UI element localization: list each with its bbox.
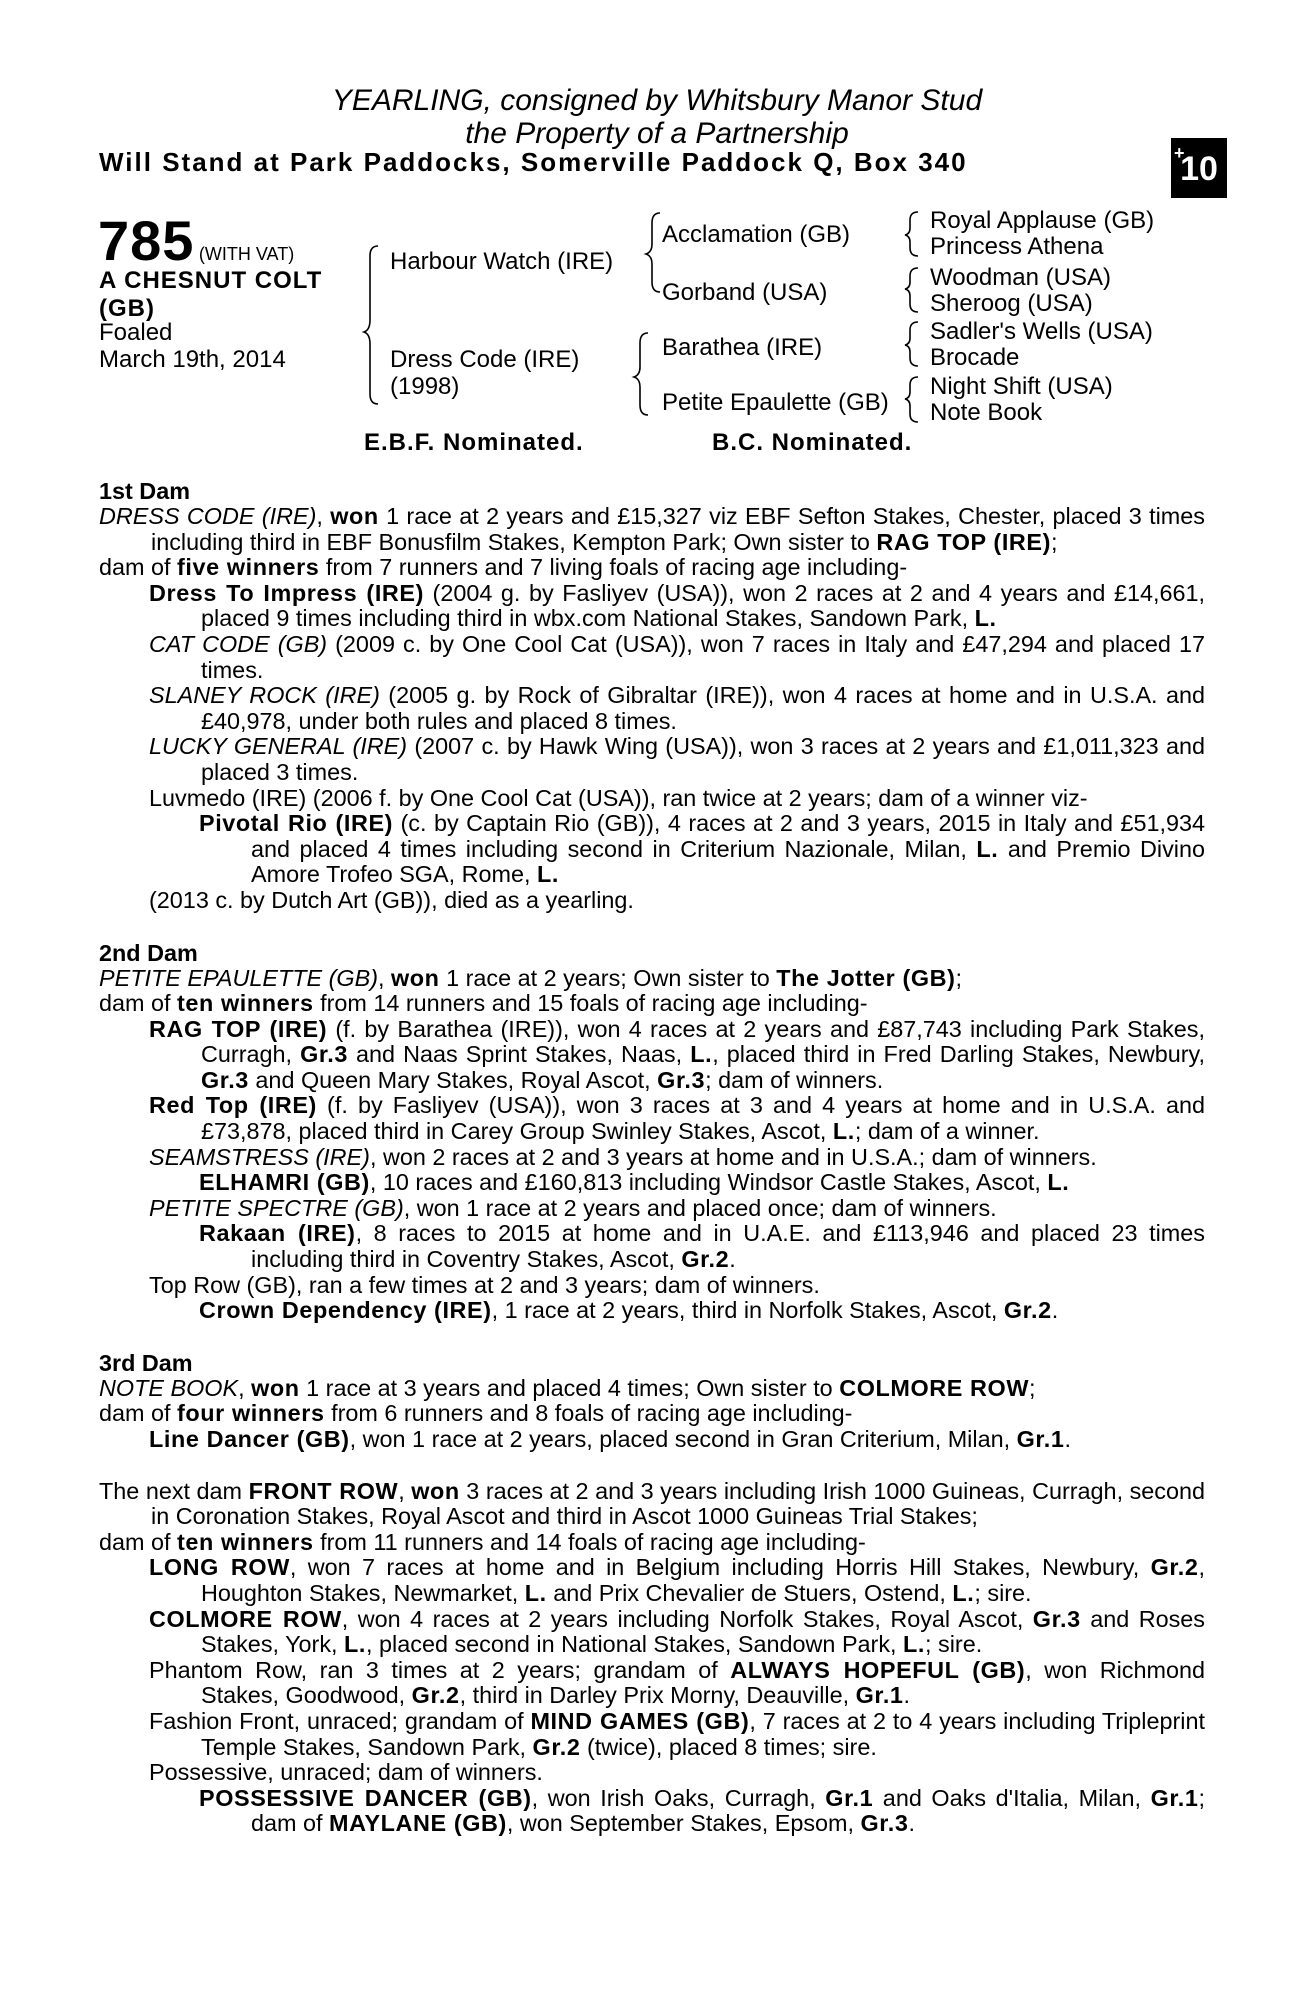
text-bold: won xyxy=(251,1374,300,1401)
text-bold: won xyxy=(391,964,440,991)
text-bold: ten winners xyxy=(177,1528,314,1555)
text-bold: L. xyxy=(976,835,999,862)
text-bold: Gr.3 xyxy=(201,1066,249,1093)
produce-entry xyxy=(99,1709,1205,1760)
lot-name-2: (GB) xyxy=(99,295,155,322)
produce-entry xyxy=(99,734,1205,785)
produce-entry xyxy=(99,683,1205,734)
text: (2013 c. by Dutch Art (GB)), died as a yearling. xyxy=(149,886,634,913)
text: , 10 races and £160,813 including Windsor Castle Stakes, Ascot, xyxy=(369,1169,1048,1196)
text: , won 2 races at 2 and 3 years at home and in U.S.A.; dam of winners. xyxy=(369,1143,1097,1170)
text: , 8 races to 2015 at home and in U.A.E. and £113,946 and placed 23 times including third in Coventry Stakes, Ascot, xyxy=(251,1220,1205,1273)
text: Top Row (GB), ran a few times at 2 and 3 years; dam of winners. xyxy=(149,1271,820,1298)
pedigree-ssd: Princess Athena xyxy=(930,233,1104,260)
horse-name: CAT CODE (GB) xyxy=(149,630,328,657)
text: dam of xyxy=(99,1400,178,1427)
text: ; xyxy=(1051,528,1058,555)
text: and Premio Divino Amore Trofeo SGA, Rome, xyxy=(251,835,1205,888)
text: and Oaks d'Italia, Milan, xyxy=(873,1784,1151,1811)
text-bold: L. xyxy=(344,1631,367,1658)
text: dam of xyxy=(99,1528,178,1555)
produce-sub-entry xyxy=(99,1221,1205,1272)
pedigree-dsd: Brocade xyxy=(930,344,1020,371)
pedigree-dss: Sadler's Wells (USA) xyxy=(930,318,1153,345)
text: , xyxy=(398,1477,412,1504)
dam-name: DRESS CODE (IRE) xyxy=(99,503,317,529)
text: . xyxy=(903,1682,911,1709)
text: from 14 runners and 15 foals of racing age including- xyxy=(313,990,868,1017)
second-dam-title: 2nd Dam xyxy=(99,939,198,966)
text-bold: RAG TOP (IRE) xyxy=(876,528,1052,555)
third-dam-produce-summary xyxy=(99,1401,1205,1427)
text: and Naas Sprint Stakes, Naas, xyxy=(347,1041,691,1068)
text-bold: Gr.3 xyxy=(860,1810,909,1837)
foaled-label: Foaled xyxy=(99,319,173,346)
consignor-line: YEARLING, consigned by Whitsbury Manor Stud xyxy=(331,84,983,117)
text: and Queen Mary Stakes, Royal Ascot, xyxy=(248,1066,658,1093)
first-dam-produce-summary xyxy=(99,555,1205,581)
pedigree-ss: Acclamation (GB) xyxy=(662,221,851,248)
text-bold: Gr.1 xyxy=(1150,1784,1199,1811)
text-bold: L. xyxy=(524,1579,547,1606)
horse-name: Line Dancer (GB) xyxy=(149,1426,350,1452)
bracket-sire xyxy=(646,213,660,292)
pedigree-sds: Woodman (USA) xyxy=(930,264,1111,291)
text: , won September Stakes, Epsom, xyxy=(506,1810,861,1837)
text-bold: Gr.1 xyxy=(825,1784,874,1811)
text: (2009 c. by One Cool Cat (USA)), won 7 races in Italy and £47,294 and placed 17 times. xyxy=(201,630,1205,683)
pedigree-sd: Gorband (USA) xyxy=(662,279,828,306)
text: , won Irish Oaks, Curragh, xyxy=(531,1784,826,1811)
catalogue-body xyxy=(99,478,1205,1837)
second-dam-produce-summary xyxy=(99,991,1205,1017)
text-bold: COLMORE ROW xyxy=(839,1374,1030,1401)
horse-name: ALWAYS HOPEFUL (GB) xyxy=(730,1656,1026,1683)
text: ; xyxy=(1029,1374,1036,1401)
text: 1 race at 3 years and placed 4 times; Own sister to xyxy=(299,1374,840,1401)
text-bold: L. xyxy=(974,605,997,632)
produce-sub-entry xyxy=(99,1786,1205,1837)
pedigree-ds: Barathea (IRE) xyxy=(662,334,823,361)
bracket-dd xyxy=(905,377,918,422)
horse-name: LONG ROW xyxy=(149,1554,290,1581)
text: Luvmedo (IRE) (2006 f. by One Cool Cat (USA)), ran twice at 2 years; dam of a winner viz- xyxy=(149,784,1088,811)
foaled-date: March 19th, 2014 xyxy=(99,346,286,373)
text: 1 race at 2 years; Own sister to xyxy=(439,964,777,991)
text-bold: won xyxy=(411,1477,460,1504)
pedigree-ddd: Note Book xyxy=(930,399,1043,426)
pedigree-sdd: Sheroog (USA) xyxy=(930,290,1093,317)
text: (f. by Barathea (IRE)), won 4 races at 2 years and £87,743 including Park Stakes, Curragh, xyxy=(201,1015,1205,1068)
horse-name: Red Top (IRE) xyxy=(149,1092,317,1119)
text: (f. by Fasliyev (USA)), won 3 races at 3 and 4 years at home and in U.S.A. and £73,878, placed third in Carey Group Swinley Stakes, Ascot, xyxy=(201,1092,1205,1145)
badge-number: 10 xyxy=(1180,150,1218,188)
horse-name: Pivotal Rio (IRE) xyxy=(199,810,394,837)
horse-name: MAYLANE (GB) xyxy=(329,1810,507,1837)
text-bold: L. xyxy=(903,1631,926,1658)
text-bold: won xyxy=(330,503,379,529)
text: ; dam of winners. xyxy=(705,1066,884,1093)
third-dam-entry xyxy=(99,1376,1205,1402)
property-line: the Property of a Partnership xyxy=(465,117,849,150)
text: ; sire. xyxy=(925,1631,983,1658)
dam-name: NOTE BOOK xyxy=(99,1374,239,1401)
text-bold: five winners xyxy=(177,554,320,581)
produce-entry xyxy=(99,1427,1205,1453)
second-dam-entry xyxy=(99,966,1205,992)
produce-sub-entry xyxy=(99,811,1205,888)
text: Possessive, unraced; dam of winners. xyxy=(149,1759,543,1786)
text: ; sire. xyxy=(974,1579,1032,1606)
stand-location: Will Stand at Park Paddocks, Somerville Paddock Q, Box 340 xyxy=(99,147,968,177)
text: (c. by Captain Rio (GB)), 4 races at 2 and 3 years, 2015 in Italy and £51,934 and placed 4 times including second in Criterium Nazionale, Milan, xyxy=(251,810,1206,862)
produce-entry xyxy=(99,1555,1205,1606)
produce-entry xyxy=(99,1658,1205,1709)
pedigree-sss: Royal Applause (GB) xyxy=(930,207,1155,234)
text: Fashion Front, unraced; grandam of xyxy=(149,1707,531,1734)
produce-entry xyxy=(99,1760,1205,1786)
text: ; xyxy=(955,964,963,991)
horse-name: Dress To Impress (IRE) xyxy=(149,579,424,606)
ebf-nominated: E.B.F. Nominated. xyxy=(364,429,584,456)
text: . xyxy=(729,1246,736,1273)
text-bold: Gr.2 xyxy=(532,1733,581,1760)
lot-name-1: A CHESNUT COLT xyxy=(99,267,323,294)
text: ; dam of a winner. xyxy=(854,1118,1040,1145)
text: 3 races at 2 and 3 years including Irish 1000 Guineas, Curragh, second in Coronation Stakes, Royal Ascot and third in Ascot 1000 Guineas Trial Stakes; xyxy=(151,1477,1206,1530)
text: , won Richmond Stakes, Goodwood, xyxy=(201,1656,1205,1709)
horse-name: ELHAMRI (GB) xyxy=(199,1169,370,1196)
text: . xyxy=(1051,1297,1059,1324)
vat-note: (WITH VAT) xyxy=(198,244,295,264)
third-dam-title: 3rd Dam xyxy=(99,1349,193,1376)
bracket-ss xyxy=(905,212,918,256)
text: , xyxy=(238,1374,252,1401)
horse-name: LUCKY GENERAL (IRE) xyxy=(149,733,408,760)
text-bold: Gr.2 xyxy=(1003,1297,1052,1324)
text-bold: Gr.2 xyxy=(1150,1554,1199,1581)
text-bold: Gr.3 xyxy=(300,1041,348,1068)
text-bold: L. xyxy=(690,1041,713,1068)
text: and Roses Stakes, York, xyxy=(201,1605,1206,1658)
text-bold: four winners xyxy=(177,1400,325,1427)
pedigree-sire: Harbour Watch (IRE) xyxy=(390,248,614,275)
text: , 7 races at 2 to 4 years including Tripleprint Temple Stakes, Sandown Park, xyxy=(201,1707,1206,1760)
text: (2007 c. by Hawk Wing (USA)), won 3 races at 2 years and £1,011,323 and placed 3 times. xyxy=(201,733,1205,785)
text: 1 race at 2 years and £15,327 viz EBF Sefton Stakes, Chester, placed 3 times including third in EBF Bonusfilm Stakes, Kempton Park; Own sister to xyxy=(151,503,1205,555)
bc-nominated: B.C. Nominated. xyxy=(712,429,913,456)
lot-number: 785 xyxy=(98,209,195,272)
text: , won 7 races at home and in Belgium including Horris Hill Stakes, Newbury, xyxy=(289,1554,1151,1581)
bracket-ds xyxy=(905,322,918,366)
horse-name: RAG TOP (IRE) xyxy=(149,1015,328,1042)
produce-entry xyxy=(99,1145,1205,1171)
text: and Prix Chevalier de Stuers, Ostend, xyxy=(546,1579,953,1606)
pedigree-dd: Petite Epaulette (GB) xyxy=(662,389,889,416)
horse-name: POSSESSIVE DANCER (GB) xyxy=(199,1784,532,1811)
text: , Houghton Stakes, Newmarket, xyxy=(201,1554,1206,1606)
text-bold: The Jotter (GB) xyxy=(776,964,956,991)
text: , won 1 race at 2 years, placed second in Gran Criterium, Milan, xyxy=(349,1426,1017,1452)
text: , 1 race at 2 years, third in Norfolk Stakes, Ascot, xyxy=(491,1297,1004,1324)
fourth-dam-produce-summary xyxy=(99,1530,1205,1556)
produce-entry xyxy=(99,786,1205,812)
text: , placed third in Fred Darling Stakes, Newbury, xyxy=(712,1041,1205,1068)
bracket-dam xyxy=(634,333,648,415)
first-dam-title: 1st Dam xyxy=(99,478,191,504)
produce-entry xyxy=(99,1093,1205,1144)
first-dam-entry xyxy=(99,504,1205,555)
text-bold: L. xyxy=(1047,1169,1070,1196)
pedigree-dam-year: (1998) xyxy=(390,373,460,400)
text: (2004 g. by Fasliyev (USA)), won 2 races at 2 and 4 years and £14,661, placed 9 times including third in wbx.com National Stakes, Sandown Park, xyxy=(201,579,1205,632)
text-bold: L. xyxy=(952,1579,975,1606)
produce-entry xyxy=(99,1273,1205,1299)
badge-mark: + xyxy=(1174,143,1185,163)
bracket-main xyxy=(364,246,378,404)
text: , won 4 races at 2 years including Norfolk Stakes, Royal Ascot, xyxy=(341,1605,1033,1632)
text: . xyxy=(1064,1426,1072,1452)
text: , placed second in National Stakes, Sandown Park, xyxy=(366,1631,904,1658)
text-bold: Gr.3 xyxy=(1032,1605,1081,1632)
produce-entry xyxy=(99,1196,1205,1222)
text-bold: ten winners xyxy=(177,990,314,1017)
fourth-dam-entry xyxy=(99,1479,1205,1530)
horse-name: COLMORE ROW xyxy=(149,1605,342,1632)
horse-name: PETITE SPECTRE (GB) xyxy=(149,1194,404,1221)
text: dam of xyxy=(99,990,178,1017)
text-bold: L. xyxy=(537,861,559,888)
text: Phantom Row, ran 3 times at 2 years; grandam of xyxy=(149,1656,731,1683)
text: dam of xyxy=(99,554,178,581)
text: , xyxy=(378,964,391,991)
horse-name: Rakaan (IRE) xyxy=(199,1220,356,1247)
text-bold: Gr.3 xyxy=(657,1066,706,1093)
horse-name: Crown Dependency (IRE) xyxy=(199,1297,492,1324)
text: (2005 g. by Rock of Gibraltar (IRE)), won 4 races at home and in U.S.A. and £40,978, under both rules and placed 8 times. xyxy=(201,682,1205,734)
dam-name: PETITE EPAULETTE (GB) xyxy=(99,964,378,991)
produce-sub-entry xyxy=(99,1170,1205,1196)
horse-name: MIND GAMES (GB) xyxy=(530,1707,750,1734)
text-bold: Gr.2 xyxy=(411,1682,460,1709)
text-bold: Gr.1 xyxy=(1016,1426,1065,1452)
pedigree-dam: Dress Code (IRE) xyxy=(390,346,580,373)
produce-entry xyxy=(99,1607,1205,1658)
pedigree-dds: Night Shift (USA) xyxy=(930,373,1113,400)
produce-entry xyxy=(99,632,1205,683)
horse-name: SLANEY ROCK (IRE) xyxy=(149,682,380,709)
produce-entry xyxy=(99,581,1205,632)
text: from 11 runners and 14 foals of racing age including- xyxy=(313,1528,866,1555)
text-bold: Gr.2 xyxy=(681,1246,730,1273)
text: , won 1 race at 2 years and placed once; dam of winners. xyxy=(403,1194,997,1221)
text: The next dam xyxy=(99,1477,249,1504)
horse-name: SEAMSTRESS (IRE) xyxy=(149,1143,370,1170)
text: (twice), placed 8 times; sire. xyxy=(580,1733,877,1760)
text: ; dam of xyxy=(251,1784,1206,1837)
text: from 6 runners and 8 foals of racing age including- xyxy=(324,1400,853,1427)
produce-sub-entry xyxy=(99,1298,1205,1324)
bracket-sd xyxy=(905,268,918,312)
text-bold: L. xyxy=(832,1118,855,1145)
text: from 7 runners and 7 living foals of racing age including- xyxy=(319,554,908,581)
dam-name: FRONT ROW xyxy=(248,1477,399,1504)
produce-entry xyxy=(99,888,1205,914)
text: . xyxy=(908,1810,915,1837)
text: , xyxy=(316,503,331,529)
produce-entry xyxy=(99,1017,1205,1094)
text: , third in Darley Prix Morny, Deauville, xyxy=(459,1682,856,1709)
text-bold: Gr.1 xyxy=(855,1682,904,1709)
